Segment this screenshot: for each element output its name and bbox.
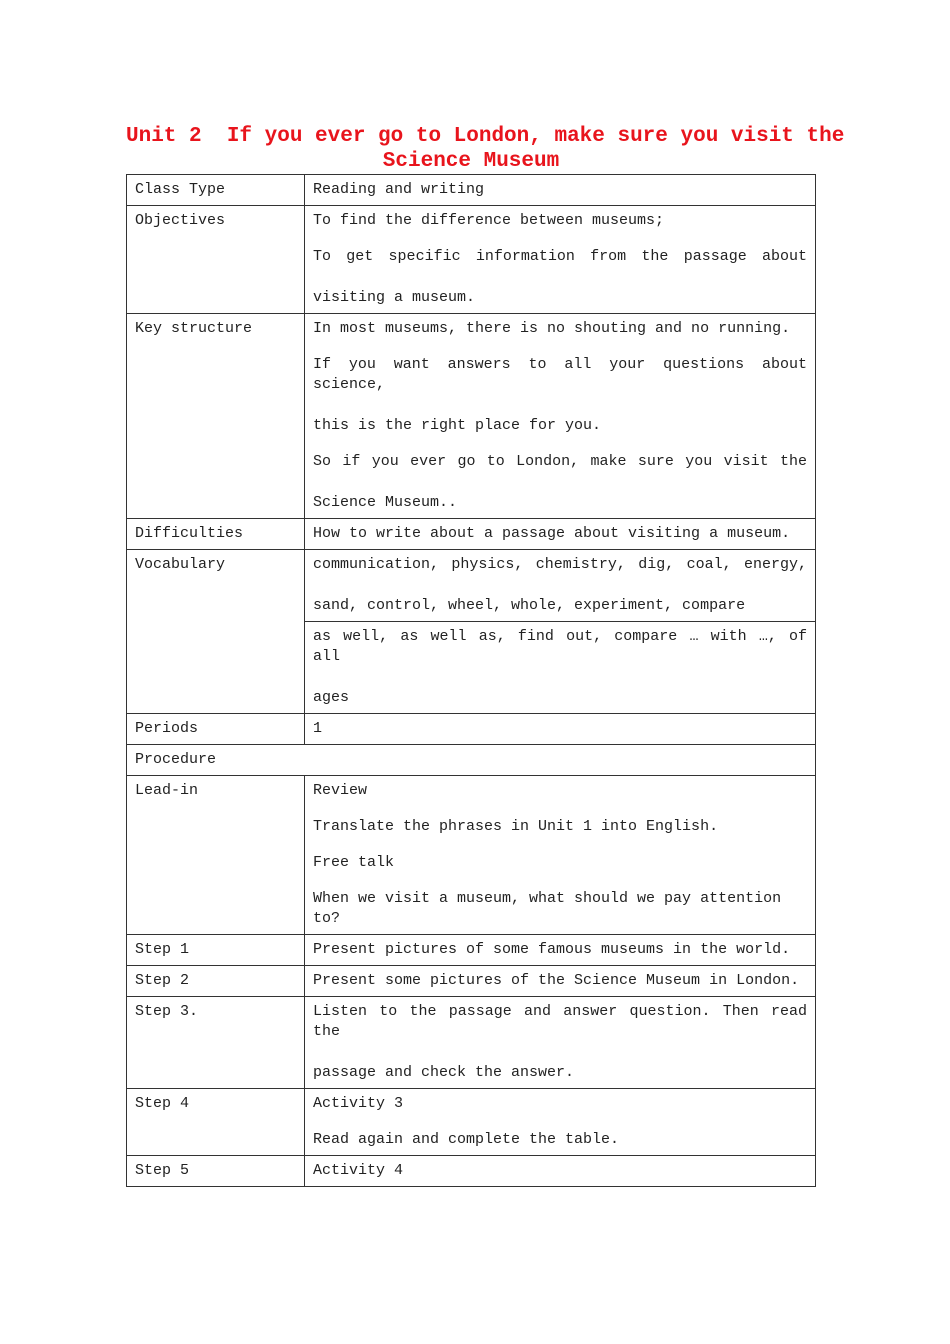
row-key-structure — [127, 314, 816, 519]
objectives-line-3: visiting a museum. — [313, 289, 476, 306]
label-step-3: Step 3. — [127, 997, 305, 1089]
label-periods: Periods — [127, 714, 305, 745]
objectives-line-2: To get specific information from the passage about — [313, 248, 807, 265]
label-step-2: Step 2 — [127, 966, 305, 997]
value-vocabulary-phrases — [305, 622, 816, 714]
row-vocabulary-words — [127, 550, 816, 622]
value-key-structure — [305, 314, 816, 519]
step-3-line-1: Listen to the passage and answer question. Then read the — [313, 1003, 807, 1040]
label-step-5: Step 5 — [127, 1156, 305, 1187]
lead-in-line-4: When we visit a museum, what should we pay attention to? — [313, 890, 782, 927]
step-3-line-2: passage and check the answer. — [313, 1064, 575, 1081]
row-lead-in — [127, 776, 816, 935]
row-periods — [127, 714, 816, 745]
lead-in-line-2: Translate the phrases in Unit 1 into English. — [313, 818, 719, 835]
row-step-2 — [127, 966, 816, 997]
vocabulary-words-line-2: sand, control, wheel, whole, experiment, compare — [313, 597, 746, 614]
lead-in-line-1: Review — [313, 782, 368, 799]
value-step-4 — [305, 1089, 816, 1156]
value-objectives — [305, 206, 816, 314]
value-class-type: Reading and writing — [305, 175, 816, 206]
label-step-4: Step 4 — [127, 1089, 305, 1156]
key-structure-line-4: So if you ever go to London, make sure you visit the — [313, 453, 807, 470]
label-lead-in: Lead-in — [127, 776, 305, 935]
label-difficulties: Difficulties — [127, 519, 305, 550]
value-step-2: Present some pictures of the Science Museum in London. — [305, 966, 816, 997]
label-procedure: Procedure — [127, 745, 816, 776]
vocabulary-words-line-1: communication, physics, chemistry, dig, coal, energy, — [313, 556, 807, 573]
title-line-1: Unit 2 If you ever go to London, make sure you visit the — [126, 125, 845, 148]
label-objectives: Objectives — [127, 206, 305, 314]
row-step-3 — [127, 997, 816, 1089]
step-4-line-1: Activity 3 — [313, 1095, 404, 1112]
row-step-4 — [127, 1089, 816, 1156]
row-difficulties — [127, 519, 816, 550]
label-vocabulary: Vocabulary — [127, 550, 305, 714]
vocabulary-phrases-line-2: ages — [313, 689, 350, 706]
row-objectives — [127, 206, 816, 314]
value-step-1: Present pictures of some famous museums in the world. — [305, 935, 816, 966]
key-structure-line-2: If you want answers to all your questions about science, — [313, 356, 807, 393]
row-step-1 — [127, 935, 816, 966]
value-step-5: Activity 4 — [305, 1156, 816, 1187]
row-class-type — [127, 175, 816, 206]
value-difficulties: How to write about a passage about visiting a museum. — [305, 519, 816, 550]
row-procedure — [127, 745, 816, 776]
vocabulary-phrases-line-1: as well, as well as, find out, compare … with …, of all — [313, 628, 807, 665]
value-periods: 1 — [305, 714, 816, 745]
label-class-type: Class Type — [127, 175, 305, 206]
title-line-2: Science Museum — [382, 150, 560, 173]
key-structure-line-5: Science Museum.. — [313, 494, 458, 511]
key-structure-line-3: this is the right place for you. — [313, 417, 602, 434]
value-lead-in — [305, 776, 816, 935]
label-key-structure: Key structure — [127, 314, 305, 519]
document-title — [126, 124, 845, 174]
objectives-line-1: To find the difference between museums; — [313, 212, 665, 229]
value-vocabulary-words — [305, 550, 816, 622]
lead-in-line-3: Free talk — [313, 854, 395, 871]
row-step-5 — [127, 1156, 816, 1187]
lesson-plan-table — [126, 174, 816, 1187]
step-4-line-2: Read again and complete the table. — [313, 1131, 620, 1148]
label-step-1: Step 1 — [127, 935, 305, 966]
key-structure-line-1: In most museums, there is no shouting and no running. — [313, 320, 791, 337]
value-step-3 — [305, 997, 816, 1089]
